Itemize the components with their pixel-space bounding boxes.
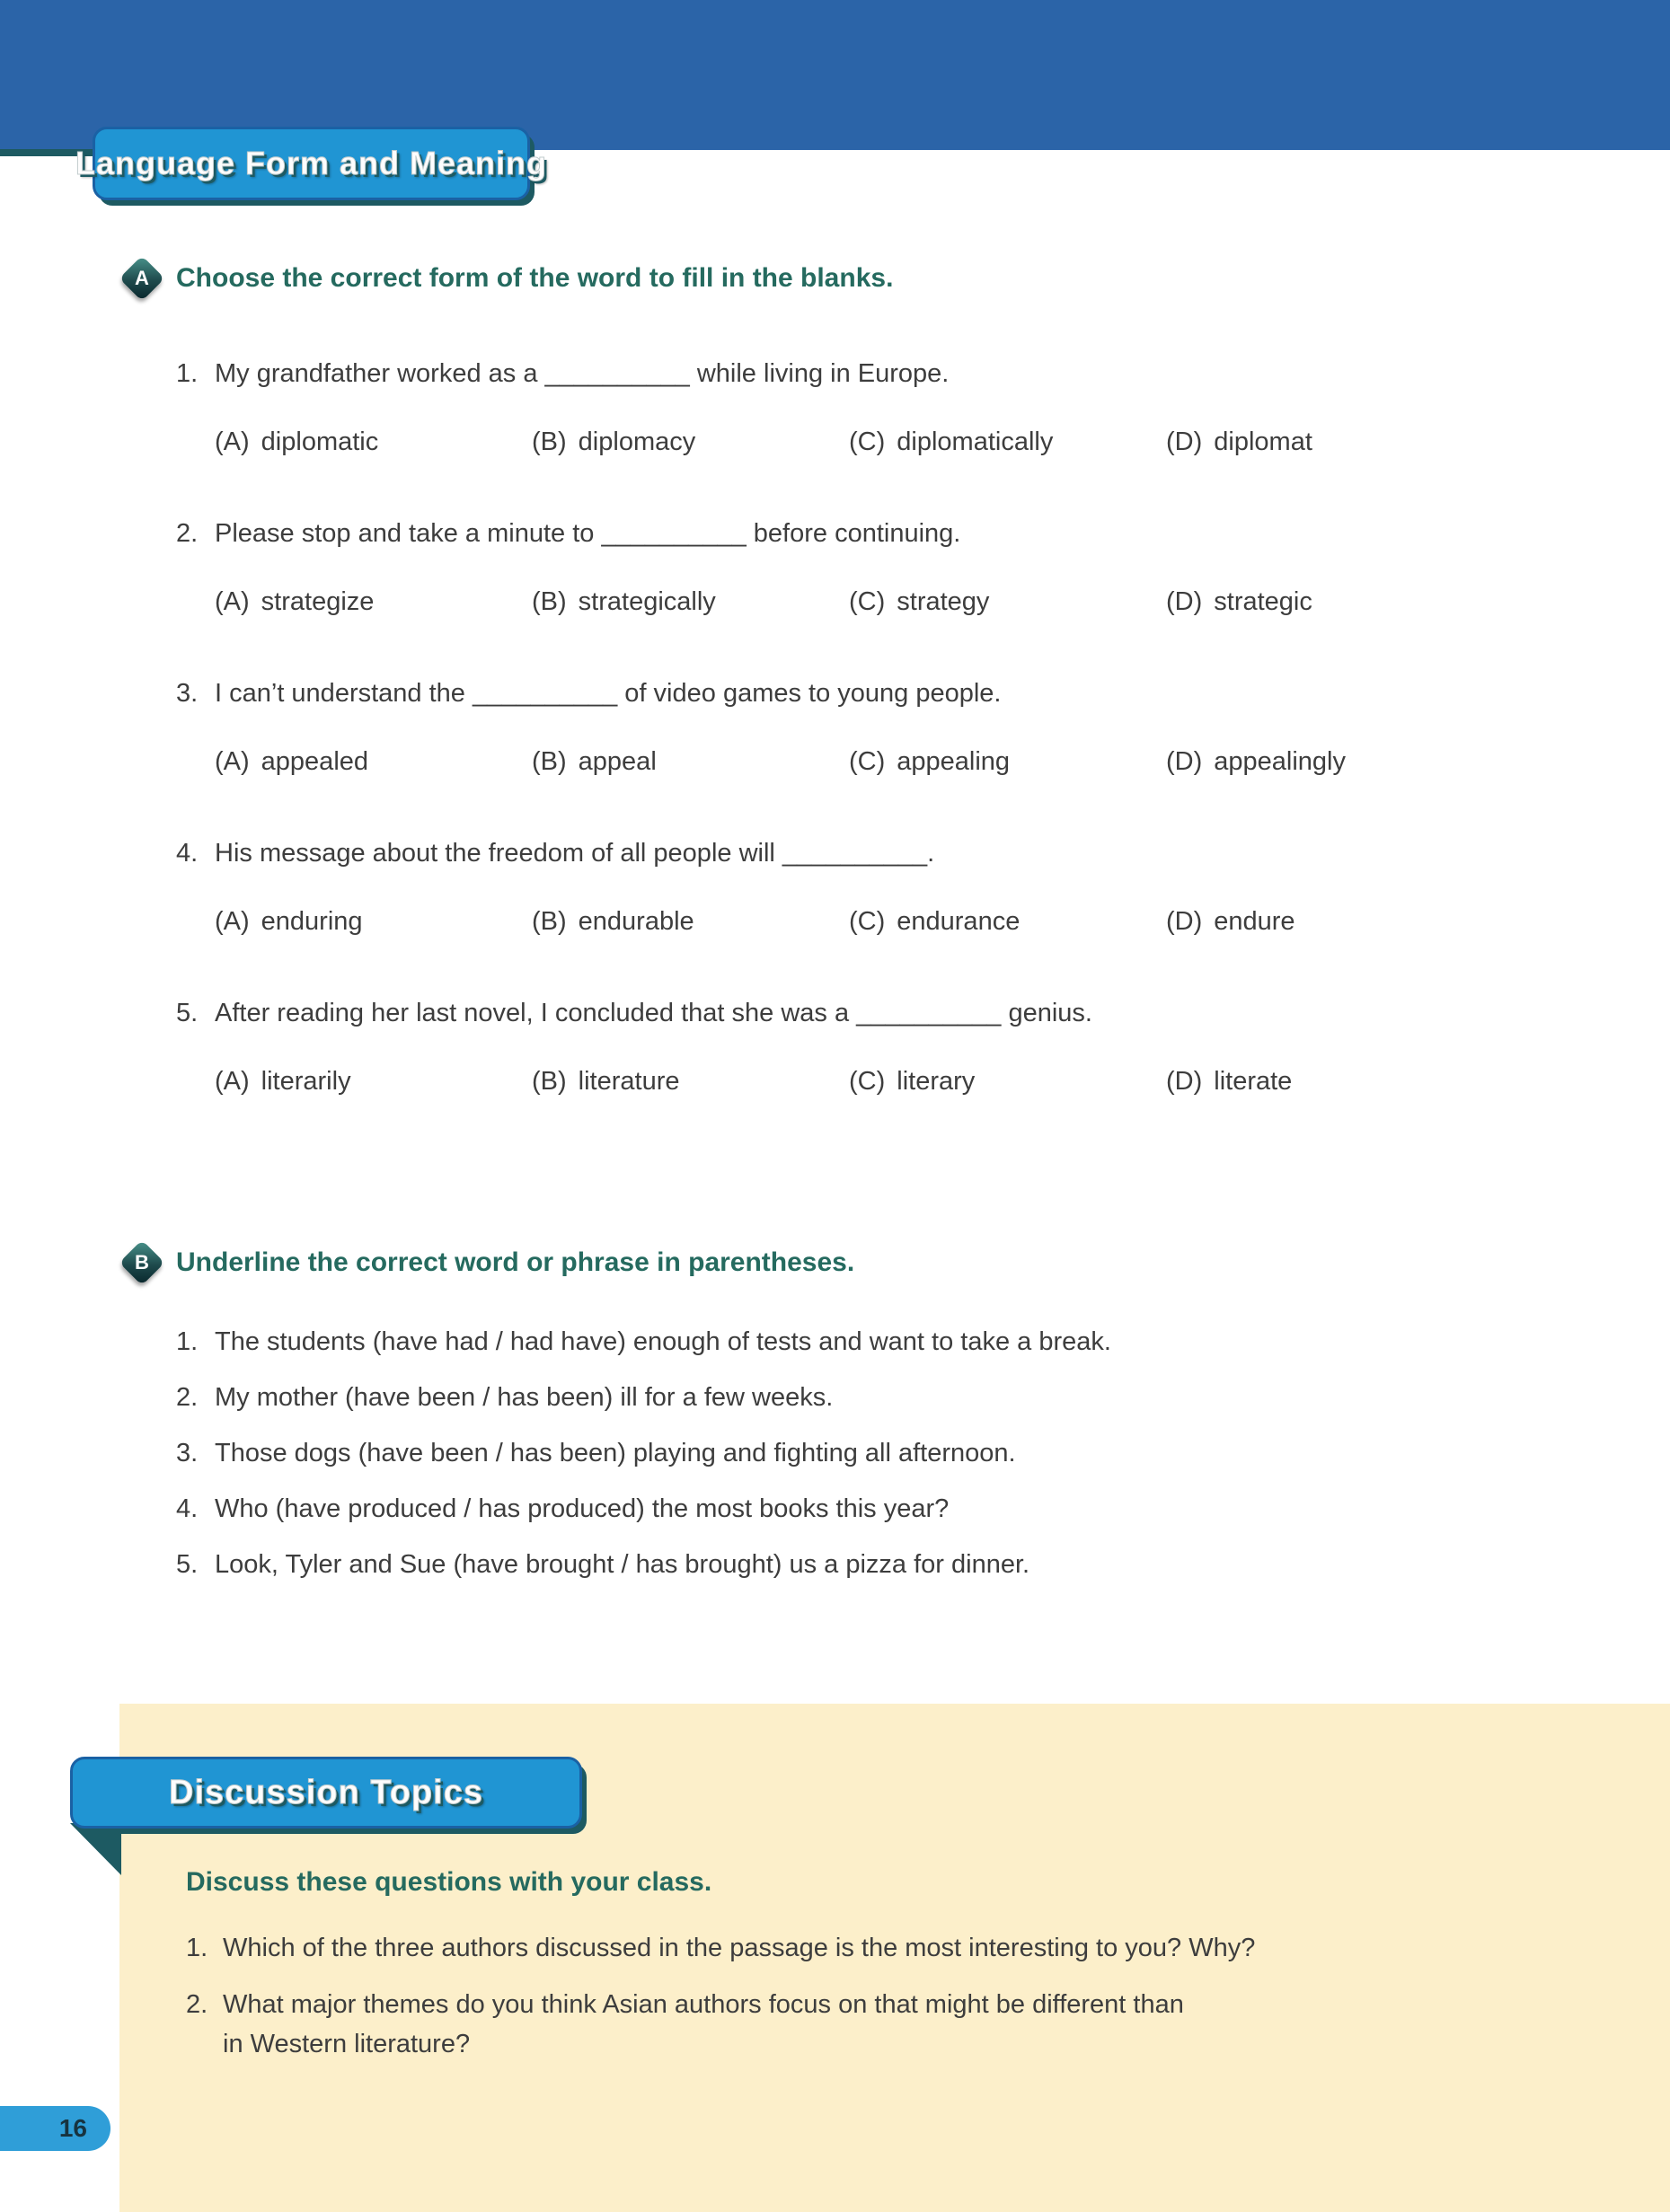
discussion-question: [186, 1928, 1255, 1968]
option-word: strategic: [1214, 587, 1312, 616]
answer-option: [849, 747, 1166, 777]
question-block: [176, 999, 1634, 1097]
question-list: [176, 359, 1634, 1097]
option-label: (B): [532, 907, 567, 936]
discussion-list: [186, 1928, 1255, 2081]
answer-option: [532, 747, 849, 777]
option-label: (B): [532, 427, 567, 456]
option-label: (D): [1166, 1067, 1203, 1096]
ribbon-fold: [70, 1823, 121, 1875]
option-label: (C): [849, 427, 886, 456]
answer-option: [215, 747, 532, 777]
option-word: appeal: [578, 747, 657, 776]
section-b-marker-icon: [119, 1240, 165, 1286]
answer-option: [849, 1067, 1166, 1097]
option-label: (A): [215, 427, 250, 456]
option-word: endurable: [578, 907, 694, 936]
discussion-title: Discuss these questions with your class.: [186, 1867, 712, 1897]
sentence-number: 2.: [176, 1383, 199, 1412]
underline-exercise-list: [176, 1327, 1634, 1580]
option-label: (B): [532, 587, 567, 616]
option-label: (B): [532, 747, 567, 776]
discussion-question-line: What major themes do you think Asian authors focus on that might be different than: [223, 1990, 1184, 2019]
option-word: literarily: [261, 1067, 351, 1096]
language-form-banner-title: Language Form and Meaning: [75, 145, 548, 181]
question-text: Please stop and take a minute to __________ before continuing.: [215, 519, 961, 548]
discussion-question-number: 1.: [186, 1934, 208, 1962]
section-b-title: Underline the correct word or phrase in parentheses.: [176, 1247, 855, 1277]
option-label: (C): [849, 907, 886, 936]
sentence-text: My mother (have been / has been) ill for a few weeks.: [215, 1383, 834, 1412]
answer-option: [532, 587, 849, 617]
question-block: [176, 839, 1634, 937]
question-number: 4.: [176, 839, 199, 868]
section-b: [126, 1247, 1634, 1606]
option-word: diplomat: [1214, 427, 1312, 456]
question-text: After reading her last novel, I concluded that she was a __________ genius.: [215, 999, 1092, 1027]
exercise-sentence: [176, 1327, 1634, 1357]
option-word: strategize: [261, 587, 375, 616]
sentence-text: The students (have had / had have) enough of tests and want to take a break.: [215, 1327, 1111, 1356]
sentence-number: 5.: [176, 1550, 199, 1579]
question-line: [176, 679, 1634, 709]
sentence-text: Look, Tyler and Sue (have brought / has brought) us a pizza for dinner.: [215, 1550, 1030, 1579]
answer-option: [215, 1067, 532, 1097]
answer-option: [532, 1067, 849, 1097]
option-label: (C): [849, 1067, 886, 1096]
option-word: literature: [578, 1067, 680, 1096]
question-text: I can’t understand the __________ of video games to young people.: [215, 679, 1002, 708]
section-a-header: [126, 262, 1634, 295]
option-word: diplomacy: [578, 427, 696, 456]
question-line: [176, 839, 1634, 868]
option-label: (A): [215, 747, 250, 776]
option-label: (C): [849, 747, 886, 776]
option-label: (A): [215, 907, 250, 936]
answer-option: [849, 427, 1166, 457]
exercise-sentence: [176, 1550, 1634, 1580]
question-number: 5.: [176, 999, 199, 1027]
exercise-sentence: [176, 1383, 1634, 1413]
question-block: [176, 679, 1634, 777]
answer-option: [849, 907, 1166, 937]
discussion-banner-title: Discussion Topics: [169, 1773, 483, 1811]
sentence-text: Who (have produced / has produced) the most books this year?: [215, 1494, 950, 1523]
option-label: (D): [1166, 587, 1203, 616]
answer-option: [215, 427, 532, 457]
sentence-number: 4.: [176, 1494, 199, 1523]
language-form-banner: [75, 127, 548, 200]
option-word: literate: [1214, 1067, 1293, 1096]
question-block: [176, 519, 1634, 617]
answer-option: [1166, 1067, 1292, 1097]
option-label: (D): [1166, 907, 1203, 936]
option-word: endurance: [897, 907, 1021, 936]
discussion-question: [186, 1985, 1255, 2064]
discussion-question-number: 2.: [186, 1990, 208, 2019]
option-word: appealed: [261, 747, 369, 776]
option-word: diplomatic: [261, 427, 379, 456]
sentence-number: 3.: [176, 1439, 199, 1467]
discussion-question-text: [223, 1928, 1255, 1968]
exercise-sentence: [176, 1439, 1634, 1468]
option-word: diplomatically: [897, 427, 1054, 456]
question-line: [176, 359, 1634, 389]
option-label: (D): [1166, 747, 1203, 776]
answer-option: [849, 587, 1166, 617]
answer-option: [1166, 907, 1295, 937]
question-block: [176, 359, 1634, 457]
options-row: [215, 587, 1634, 617]
options-row: [215, 1067, 1634, 1097]
section-a-title: Choose the correct form of the word to fill in the blanks.: [176, 263, 894, 293]
question-line: [176, 999, 1634, 1028]
answer-option: [215, 907, 532, 937]
answer-option: [215, 587, 532, 617]
option-word: appealing: [897, 747, 1011, 776]
options-row: [215, 747, 1634, 777]
option-word: endure: [1214, 907, 1295, 936]
page-number-badge: [0, 2106, 110, 2151]
answer-option: [1166, 427, 1312, 457]
question-number: 1.: [176, 359, 199, 388]
options-row: [215, 907, 1634, 937]
sentence-number: 1.: [176, 1327, 199, 1356]
question-text: My grandfather worked as a __________ while living in Europe.: [215, 359, 950, 388]
page-number: 16: [58, 2114, 87, 2142]
option-label: (D): [1166, 427, 1203, 456]
question-line: [176, 519, 1634, 549]
option-label: (B): [532, 1067, 567, 1096]
section-a-marker-letter: A: [135, 266, 149, 289]
options-row: [215, 427, 1634, 457]
option-word: strategically: [578, 587, 716, 616]
section-b-marker-letter: B: [135, 1250, 149, 1273]
option-label: (C): [849, 587, 886, 616]
discussion-question-line: in Western literature?: [223, 2030, 471, 2058]
option-label: (A): [215, 587, 250, 616]
option-word: enduring: [261, 907, 363, 936]
answer-option: [532, 907, 849, 937]
question-number: 2.: [176, 519, 199, 548]
discussion-question-line: Which of the three authors discussed in the passage is the most interesting to you? Why?: [223, 1934, 1256, 1962]
option-word: literary: [897, 1067, 976, 1096]
option-word: appealingly: [1214, 747, 1346, 776]
discussion-question-text: [223, 1985, 1184, 2064]
section-a: [126, 262, 1634, 1159]
option-label: (A): [215, 1067, 250, 1096]
discussion-topics-banner: [70, 1757, 582, 1829]
exercise-sentence: [176, 1494, 1634, 1524]
answer-option: [1166, 587, 1312, 617]
question-text: His message about the freedom of all people will __________.: [215, 839, 935, 868]
section-a-marker-icon: [119, 256, 165, 302]
section-b-header: [126, 1247, 1634, 1279]
question-number: 3.: [176, 679, 199, 708]
sentence-text: Those dogs (have been / has been) playing and fighting all afternoon.: [215, 1439, 1016, 1467]
answer-option: [1166, 747, 1346, 777]
option-word: strategy: [897, 587, 990, 616]
answer-option: [532, 427, 849, 457]
